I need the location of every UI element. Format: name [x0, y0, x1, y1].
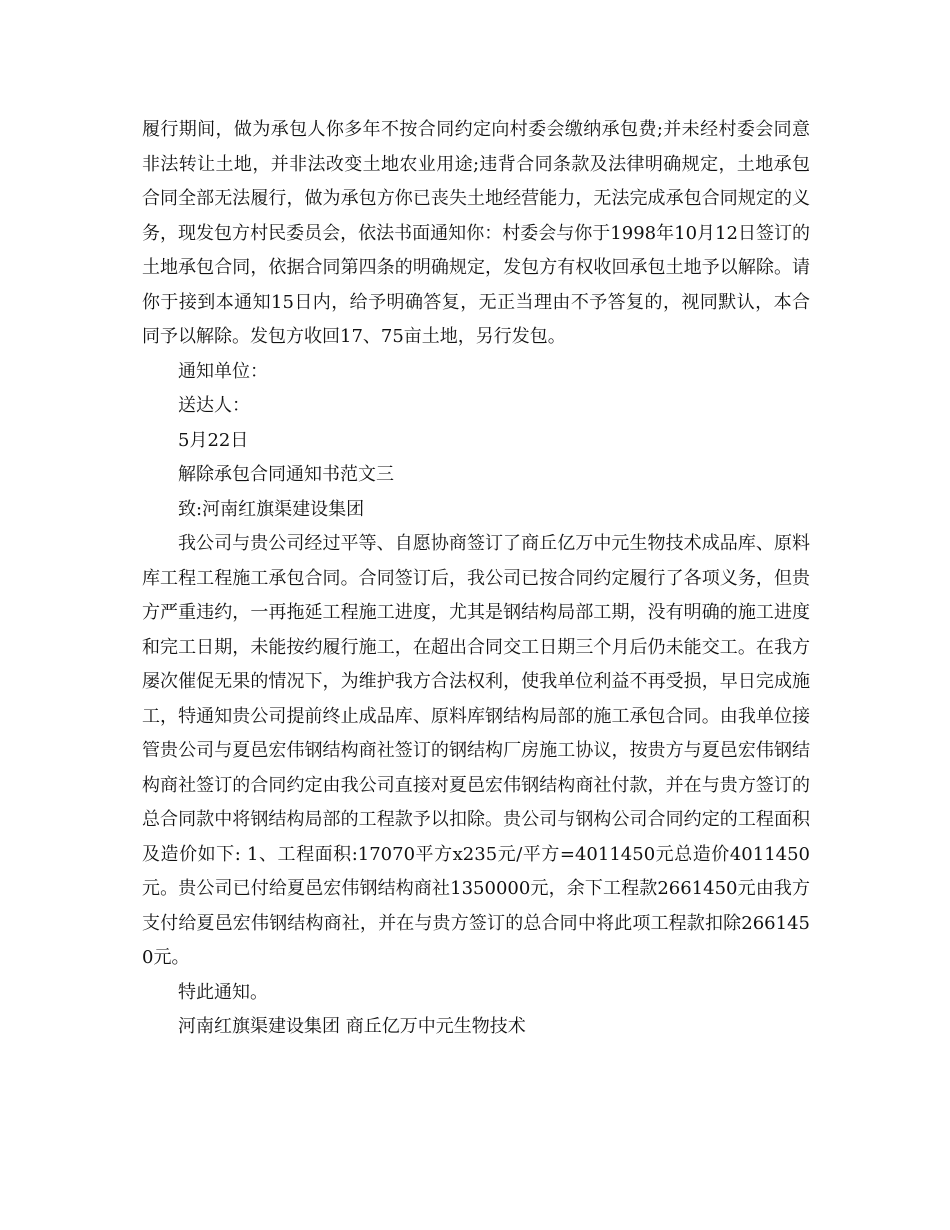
recipient-line: 致:河南红旗渠建设集团: [178, 498, 365, 520]
date-line: 5月22日: [178, 429, 249, 451]
notice-paragraph-main: 我公司与贵公司经过平等、自愿协商签订了商丘亿万中元生物技术成品库、原料库工程工程施工承包合同。合同签订后，我公司已按合同约定履行了各项义务，但贵方严重违约，一再拖延工程施工进度，尤其是钢结构局部工期，没有明确的施工进度和完工日期，未能按约履行施工，在超出合同交工日期三个月后仍未能交工。在我方屡次催促无果的情况下，为维护我方合法权利，使我单位利益不再受损，早日完成施工，特通知贵公司提前终止成品库、原料库钢结构局部的施工承包合同。由我单位接管贵公司与夏邑宏伟钢结构商社签订的钢结构厂房施工协议，按贵方与夏邑宏伟钢结构商社签订的合同约定由我公司直接对夏邑宏伟钢结构商社付款，并在与贵方签订的总合同款中将钢结构局部的工程款予以扣除。贵公司与钢构公司合同约定的工程面积及造价如下: 1、工程面积:17070平方x235元/平方=4011450元总造价4011450元。贵公司已付给夏邑宏伟钢结构商社1350000元，余下工程款2661450元由我方支付给夏邑宏伟钢结构商社，并在与贵方签订的总合同中将此项工程款扣除2661450元。: [142, 533, 810, 968]
closing-line: 特此通知。: [178, 981, 268, 1003]
notice-paragraph-continued: 履行期间，做为承包人你多年不按合同约定向村委会缴纳承包费;并未经村委会同意非法转让土地，并非法改变土地农业用途;违背合同条款及法律明确规定，土地承包合同全部无法履行，做为承包方你已丧失土地经营能力，无法完成承包合同规定的义务，现发包方村民委员会，依法书面通知你：村委会与你于1998年10月12日签订的土地承包合同，依据合同第四条的明确规定，发包方有权收回承包土地予以解除。请你于接到本通知15日内，给予明确答复，无正当理由不予答复的，视同默认，本合同予以解除。发包方收回17、75亩土地，另行发包。: [142, 119, 810, 347]
delivered-by-line: 送达人：: [178, 395, 250, 416]
notify-unit-line: 通知单位：: [178, 360, 268, 382]
section-title: 解除承包合同通知书范文三: [178, 464, 394, 485]
document-body: [142, 113, 810, 1045]
signatures-line: 河南红旗渠建设集团 商丘亿万中元生物技术: [178, 1016, 526, 1037]
